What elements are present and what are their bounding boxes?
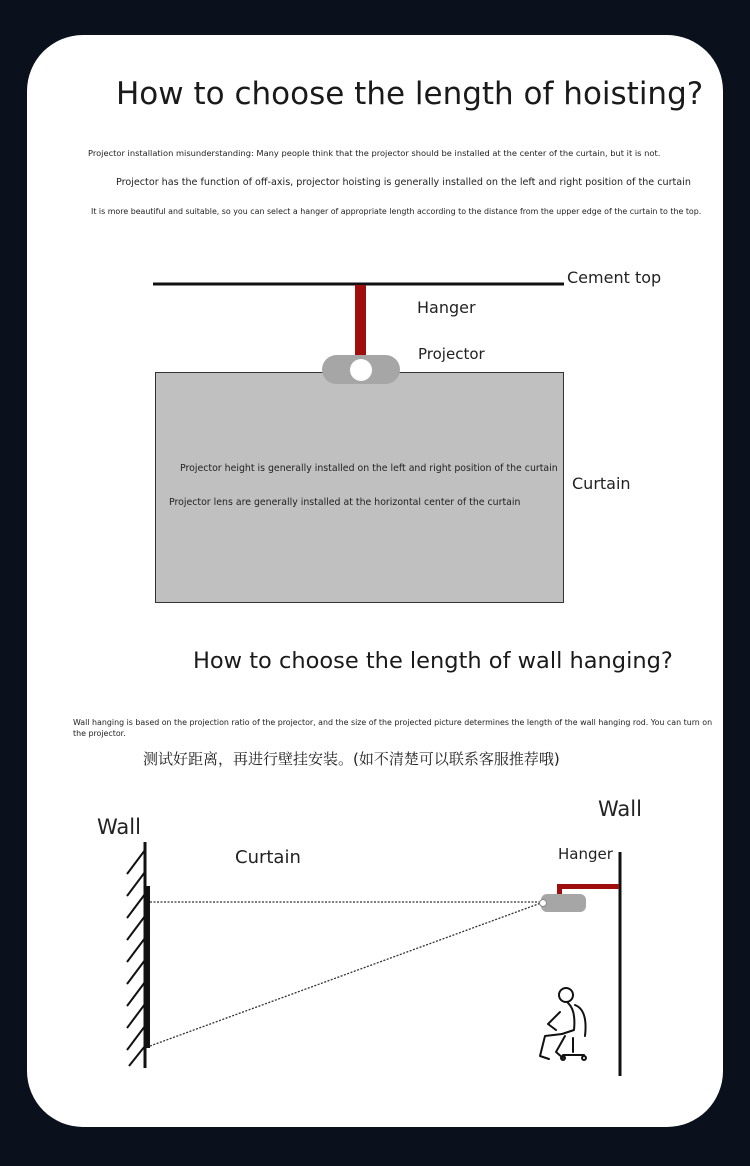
projector-icon <box>540 894 587 912</box>
hatched-wall-icon <box>127 842 145 1068</box>
left-wall-label: Wall <box>97 815 141 839</box>
section1-para1: Projector installation misunderstanding: Many people think that the projector should be installed at the center of the curtain, but it is not. <box>88 148 661 158</box>
curtain-label: Curtain <box>572 474 631 493</box>
section1-para2: Projector has the function of off-axis, projector hoisting is generally installed on the left and right position of the curtain <box>116 177 691 188</box>
section2-para1: Wall hanging is based on the projection ratio of the projector, and the size of the projected picture determines the length of the wall hanging rod. You can turn on the projector. <box>73 718 713 738</box>
right-wall-label: Wall <box>598 797 642 821</box>
cement-top-label: Cement top <box>567 268 662 287</box>
hanger-label-2: Hanger <box>558 845 613 863</box>
curtain-label-2: Curtain <box>235 847 301 868</box>
section1-title: How to choose the length of hoisting? <box>116 76 704 112</box>
person-sitting-icon <box>540 988 586 1060</box>
curtain-note-height: Projector height is generally installed on the left and right position of the curtain <box>180 463 558 474</box>
curtain-note-lens: Projector lens are generally installed at the horizontal center of the curtain <box>169 497 521 508</box>
hanger-label: Hanger <box>417 298 476 317</box>
section2-para2: 测试好距离，再进行壁挂安装。(如不清楚可以联系客服推荐哦) <box>143 750 560 768</box>
section1-para3: It is more beautiful and suitable, so you can select a hanger of appropriate length according to the distance from the upper edge of the curtain to the top. <box>91 207 702 216</box>
curtain-strip <box>146 886 150 1048</box>
section2-title: How to choose the length of wall hanging? <box>193 648 673 674</box>
projection-beam <box>150 902 541 1046</box>
projector-label: Projector <box>418 345 485 363</box>
